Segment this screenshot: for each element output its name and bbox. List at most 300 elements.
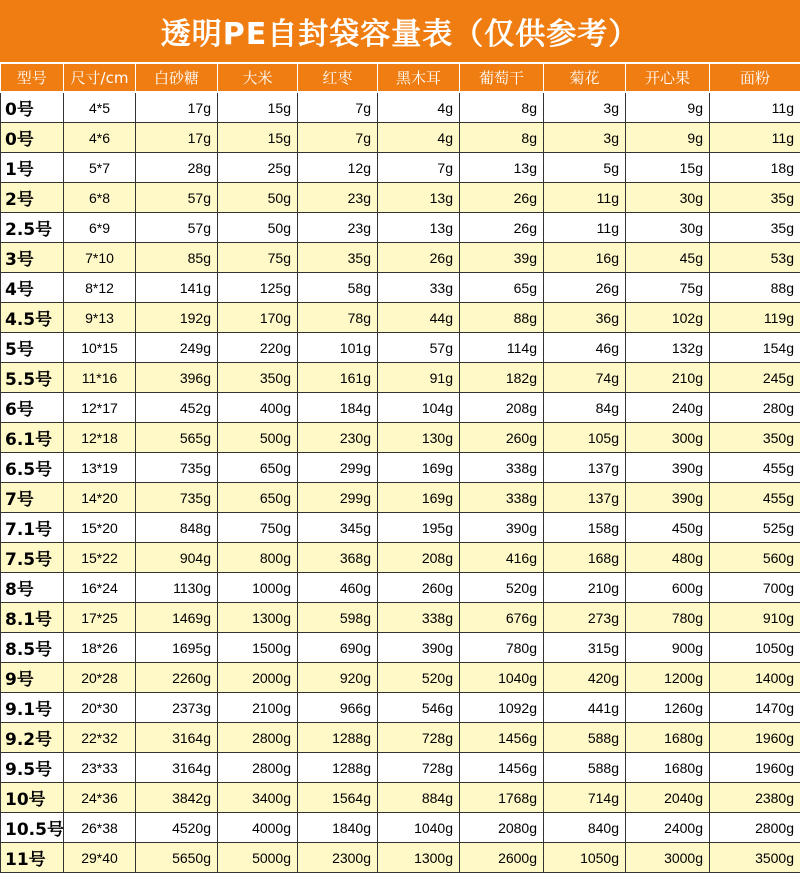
capacity-cell: 114g <box>460 333 544 363</box>
capacity-cell: 1288g <box>298 753 378 783</box>
model-cell: 7号 <box>1 483 64 513</box>
capacity-cell: 700g <box>710 573 800 603</box>
capacity-cell: 1768g <box>460 783 544 813</box>
capacity-cell: 26g <box>378 243 460 273</box>
capacity-cell: 35g <box>710 213 800 243</box>
capacity-cell: 57g <box>136 213 218 243</box>
capacity-cell: 1960g <box>710 723 800 753</box>
model-cell: 6.1号 <box>1 423 64 453</box>
capacity-cell: 650g <box>218 453 298 483</box>
capacity-cell: 416g <box>460 543 544 573</box>
capacity-cell: 18g <box>710 153 800 183</box>
capacity-cell: 169g <box>378 453 460 483</box>
capacity-cell: 210g <box>626 363 710 393</box>
capacity-cell: 15g <box>626 153 710 183</box>
capacity-cell: 565g <box>136 423 218 453</box>
capacity-cell: 57g <box>136 183 218 213</box>
capacity-cell: 1680g <box>626 723 710 753</box>
table-row <box>1 243 800 273</box>
model-cell: 1号 <box>1 153 64 183</box>
capacity-cell: 546g <box>378 693 460 723</box>
model-cell: 2号 <box>1 183 64 213</box>
capacity-cell: 800g <box>218 543 298 573</box>
capacity-cell: 728g <box>378 723 460 753</box>
model-cell: 3号 <box>1 243 64 273</box>
model-cell: 9.5号 <box>1 753 64 783</box>
capacity-cell: 1260g <box>626 693 710 723</box>
capacity-cell: 260g <box>378 573 460 603</box>
size-cell: 10*15 <box>64 333 136 363</box>
table-row <box>1 183 800 213</box>
size-cell: 17*25 <box>64 603 136 633</box>
capacity-cell: 3000g <box>626 843 710 873</box>
table-row <box>1 813 800 843</box>
model-cell: 9.2号 <box>1 723 64 753</box>
capacity-cell: 13g <box>460 153 544 183</box>
capacity-cell: 74g <box>544 363 626 393</box>
capacity-cell: 390g <box>626 453 710 483</box>
capacity-cell: 2000g <box>218 663 298 693</box>
capacity-cell: 390g <box>460 513 544 543</box>
capacity-cell: 1000g <box>218 573 298 603</box>
size-cell: 20*28 <box>64 663 136 693</box>
table-row <box>1 573 800 603</box>
capacity-cell: 137g <box>544 483 626 513</box>
capacity-cell: 650g <box>218 483 298 513</box>
capacity-cell: 15g <box>218 123 298 153</box>
table-row <box>1 213 800 243</box>
capacity-cell: 273g <box>544 603 626 633</box>
model-cell: 0号 <box>1 123 64 153</box>
table-row <box>1 693 800 723</box>
capacity-cell: 1200g <box>626 663 710 693</box>
capacity-cell: 12g <box>298 153 378 183</box>
capacity-cell: 441g <box>544 693 626 723</box>
capacity-cell: 9g <box>626 92 710 123</box>
capacity-cell: 455g <box>710 483 800 513</box>
capacity-cell: 588g <box>544 723 626 753</box>
capacity-cell: 3g <box>544 123 626 153</box>
column-header: 白砂糖 <box>136 64 218 92</box>
capacity-cell: 182g <box>460 363 544 393</box>
capacity-cell: 36g <box>544 303 626 333</box>
capacity-cell: 1300g <box>218 603 298 633</box>
model-cell: 5.5号 <box>1 363 64 393</box>
size-cell: 16*24 <box>64 573 136 603</box>
column-header: 大米 <box>218 64 298 92</box>
capacity-cell: 46g <box>544 333 626 363</box>
model-cell: 9.1号 <box>1 693 64 723</box>
capacity-cell: 91g <box>378 363 460 393</box>
size-cell: 8*12 <box>64 273 136 303</box>
capacity-cell: 2080g <box>460 813 544 843</box>
size-cell: 11*16 <box>64 363 136 393</box>
capacity-cell: 23g <box>298 213 378 243</box>
capacity-cell: 1456g <box>460 723 544 753</box>
table-row <box>1 513 800 543</box>
capacity-cell: 840g <box>544 813 626 843</box>
capacity-cell: 57g <box>378 333 460 363</box>
table-header-row <box>1 64 800 92</box>
capacity-cell: 3g <box>544 92 626 123</box>
capacity-cell: 390g <box>378 633 460 663</box>
capacity-cell: 208g <box>460 393 544 423</box>
model-cell: 8.1号 <box>1 603 64 633</box>
capacity-cell: 8g <box>460 92 544 123</box>
capacity-cell: 30g <box>626 213 710 243</box>
model-cell: 7.1号 <box>1 513 64 543</box>
capacity-cell: 260g <box>460 423 544 453</box>
column-header: 黑木耳 <box>378 64 460 92</box>
page-title: 透明PE自封袋容量表（仅供参考） <box>0 0 800 64</box>
capacity-cell: 26g <box>460 213 544 243</box>
model-cell: 10号 <box>1 783 64 813</box>
capacity-cell: 780g <box>460 633 544 663</box>
capacity-cell: 299g <box>298 483 378 513</box>
capacity-cell: 11g <box>544 183 626 213</box>
capacity-cell: 88g <box>710 273 800 303</box>
capacity-cell: 26g <box>544 273 626 303</box>
capacity-cell: 966g <box>298 693 378 723</box>
capacity-cell: 7g <box>298 92 378 123</box>
capacity-cell: 1040g <box>460 663 544 693</box>
model-cell: 6.5号 <box>1 453 64 483</box>
column-header: 开心果 <box>626 64 710 92</box>
table-row <box>1 663 800 693</box>
capacity-cell: 102g <box>626 303 710 333</box>
table-row <box>1 753 800 783</box>
capacity-cell: 11g <box>710 92 800 123</box>
column-header: 红枣 <box>298 64 378 92</box>
capacity-cell: 560g <box>710 543 800 573</box>
capacity-cell: 1400g <box>710 663 800 693</box>
capacity-cell: 2600g <box>460 843 544 873</box>
model-cell: 7.5号 <box>1 543 64 573</box>
table-row <box>1 543 800 573</box>
capacity-cell: 676g <box>460 603 544 633</box>
size-cell: 4*6 <box>64 123 136 153</box>
capacity-cell: 728g <box>378 753 460 783</box>
size-cell: 7*10 <box>64 243 136 273</box>
model-cell: 4号 <box>1 273 64 303</box>
capacity-cell: 7g <box>378 153 460 183</box>
model-cell: 10.5号 <box>1 813 64 843</box>
table-row <box>1 363 800 393</box>
column-header: 尺寸/cm <box>64 64 136 92</box>
capacity-cell: 240g <box>626 393 710 423</box>
column-header: 葡萄干 <box>460 64 544 92</box>
capacity-cell: 1050g <box>544 843 626 873</box>
capacity-cell: 141g <box>136 273 218 303</box>
capacity-cell: 588g <box>544 753 626 783</box>
capacity-cell: 119g <box>710 303 800 333</box>
model-cell: 8.5号 <box>1 633 64 663</box>
capacity-cell: 1300g <box>378 843 460 873</box>
capacity-cell: 5650g <box>136 843 218 873</box>
capacity-cell: 780g <box>626 603 710 633</box>
capacity-cell: 420g <box>544 663 626 693</box>
capacity-cell: 735g <box>136 483 218 513</box>
capacity-cell: 455g <box>710 453 800 483</box>
capacity-cell: 30g <box>626 183 710 213</box>
capacity-cell: 23g <box>298 183 378 213</box>
capacity-cell: 3164g <box>136 723 218 753</box>
capacity-cell: 39g <box>460 243 544 273</box>
capacity-cell: 168g <box>544 543 626 573</box>
table-row <box>1 333 800 363</box>
capacity-cell: 44g <box>378 303 460 333</box>
capacity-cell: 1130g <box>136 573 218 603</box>
capacity-cell: 58g <box>298 273 378 303</box>
capacity-cell: 525g <box>710 513 800 543</box>
capacity-cell: 28g <box>136 153 218 183</box>
capacity-cell: 137g <box>544 453 626 483</box>
capacity-cell: 249g <box>136 333 218 363</box>
capacity-cell: 4g <box>378 92 460 123</box>
capacity-cell: 13g <box>378 213 460 243</box>
capacity-cell: 245g <box>710 363 800 393</box>
size-cell: 14*20 <box>64 483 136 513</box>
capacity-cell: 75g <box>626 273 710 303</box>
model-cell: 4.5号 <box>1 303 64 333</box>
capacity-cell: 452g <box>136 393 218 423</box>
capacity-cell: 78g <box>298 303 378 333</box>
capacity-cell: 2800g <box>218 723 298 753</box>
capacity-cell: 33g <box>378 273 460 303</box>
capacity-cell: 210g <box>544 573 626 603</box>
capacity-cell: 350g <box>710 423 800 453</box>
size-cell: 5*7 <box>64 153 136 183</box>
capacity-cell: 1469g <box>136 603 218 633</box>
table-row <box>1 153 800 183</box>
capacity-cell: 2380g <box>710 783 800 813</box>
capacity-cell: 2300g <box>298 843 378 873</box>
capacity-cell: 2260g <box>136 663 218 693</box>
model-cell: 0号 <box>1 92 64 123</box>
table-row <box>1 723 800 753</box>
capacity-cell: 154g <box>710 333 800 363</box>
table-row <box>1 273 800 303</box>
capacity-cell: 230g <box>298 423 378 453</box>
capacity-cell: 45g <box>626 243 710 273</box>
capacity-cell: 396g <box>136 363 218 393</box>
capacity-cell: 2100g <box>218 693 298 723</box>
capacity-cell: 3400g <box>218 783 298 813</box>
size-cell: 12*18 <box>64 423 136 453</box>
capacity-cell: 2040g <box>626 783 710 813</box>
capacity-cell: 900g <box>626 633 710 663</box>
capacity-cell: 1456g <box>460 753 544 783</box>
capacity-cell: 1960g <box>710 753 800 783</box>
capacity-cell: 1564g <box>298 783 378 813</box>
capacity-cell: 7g <box>298 123 378 153</box>
size-cell: 9*13 <box>64 303 136 333</box>
capacity-cell: 132g <box>626 333 710 363</box>
table-row <box>1 633 800 663</box>
capacity-cell: 15g <box>218 92 298 123</box>
capacity-cell: 5g <box>544 153 626 183</box>
size-cell: 26*38 <box>64 813 136 843</box>
capacity-table <box>0 64 800 873</box>
table-row <box>1 783 800 813</box>
capacity-cell: 480g <box>626 543 710 573</box>
size-cell: 6*8 <box>64 183 136 213</box>
capacity-cell: 65g <box>460 273 544 303</box>
capacity-cell: 904g <box>136 543 218 573</box>
capacity-cell: 3842g <box>136 783 218 813</box>
capacity-cell: 184g <box>298 393 378 423</box>
capacity-cell: 460g <box>298 573 378 603</box>
table-row <box>1 393 800 423</box>
table-row <box>1 92 800 123</box>
capacity-cell: 8g <box>460 123 544 153</box>
capacity-cell: 3500g <box>710 843 800 873</box>
capacity-cell: 450g <box>626 513 710 543</box>
capacity-cell: 1840g <box>298 813 378 843</box>
capacity-cell: 53g <box>710 243 800 273</box>
capacity-cell: 130g <box>378 423 460 453</box>
capacity-cell: 4000g <box>218 813 298 843</box>
capacity-cell: 735g <box>136 453 218 483</box>
capacity-cell: 105g <box>544 423 626 453</box>
capacity-cell: 400g <box>218 393 298 423</box>
capacity-cell: 598g <box>298 603 378 633</box>
capacity-cell: 101g <box>298 333 378 363</box>
size-cell: 4*5 <box>64 92 136 123</box>
table-row <box>1 603 800 633</box>
capacity-cell: 17g <box>136 123 218 153</box>
capacity-cell: 16g <box>544 243 626 273</box>
table-row <box>1 123 800 153</box>
capacity-cell: 750g <box>218 513 298 543</box>
capacity-cell: 338g <box>460 483 544 513</box>
capacity-cell: 299g <box>298 453 378 483</box>
capacity-cell: 2800g <box>710 813 800 843</box>
capacity-cell: 50g <box>218 213 298 243</box>
capacity-cell: 2400g <box>626 813 710 843</box>
column-header: 菊花 <box>544 64 626 92</box>
model-cell: 9号 <box>1 663 64 693</box>
size-cell: 29*40 <box>64 843 136 873</box>
capacity-cell: 350g <box>218 363 298 393</box>
capacity-cell: 4g <box>378 123 460 153</box>
capacity-cell: 208g <box>378 543 460 573</box>
capacity-cell: 13g <box>378 183 460 213</box>
table-body <box>1 92 800 873</box>
capacity-cell: 1470g <box>710 693 800 723</box>
table-row <box>1 483 800 513</box>
capacity-cell: 104g <box>378 393 460 423</box>
capacity-cell: 26g <box>460 183 544 213</box>
capacity-cell: 220g <box>218 333 298 363</box>
capacity-cell: 169g <box>378 483 460 513</box>
capacity-cell: 17g <box>136 92 218 123</box>
capacity-cell: 390g <box>626 483 710 513</box>
table-row <box>1 303 800 333</box>
size-cell: 15*22 <box>64 543 136 573</box>
capacity-cell: 85g <box>136 243 218 273</box>
capacity-cell: 600g <box>626 573 710 603</box>
table-row <box>1 843 800 873</box>
capacity-cell: 1040g <box>378 813 460 843</box>
capacity-cell: 11g <box>710 123 800 153</box>
model-cell: 11号 <box>1 843 64 873</box>
capacity-cell: 280g <box>710 393 800 423</box>
capacity-cell: 500g <box>218 423 298 453</box>
table-row <box>1 423 800 453</box>
size-cell: 23*33 <box>64 753 136 783</box>
capacity-cell: 5000g <box>218 843 298 873</box>
column-header: 面粉 <box>710 64 800 92</box>
capacity-cell: 520g <box>378 663 460 693</box>
capacity-cell: 192g <box>136 303 218 333</box>
size-cell: 24*36 <box>64 783 136 813</box>
capacity-cell: 520g <box>460 573 544 603</box>
capacity-cell: 910g <box>710 603 800 633</box>
model-cell: 2.5号 <box>1 213 64 243</box>
capacity-cell: 75g <box>218 243 298 273</box>
capacity-cell: 1050g <box>710 633 800 663</box>
model-cell: 8号 <box>1 573 64 603</box>
capacity-cell: 1500g <box>218 633 298 663</box>
capacity-cell: 714g <box>544 783 626 813</box>
size-cell: 6*9 <box>64 213 136 243</box>
capacity-cell: 9g <box>626 123 710 153</box>
size-cell: 22*32 <box>64 723 136 753</box>
capacity-cell: 1680g <box>626 753 710 783</box>
model-cell: 6号 <box>1 393 64 423</box>
capacity-cell: 1695g <box>136 633 218 663</box>
capacity-cell: 690g <box>298 633 378 663</box>
capacity-cell: 1092g <box>460 693 544 723</box>
capacity-cell: 920g <box>298 663 378 693</box>
size-cell: 20*30 <box>64 693 136 723</box>
capacity-cell: 368g <box>298 543 378 573</box>
capacity-cell: 84g <box>544 393 626 423</box>
capacity-cell: 161g <box>298 363 378 393</box>
capacity-cell: 338g <box>460 453 544 483</box>
capacity-cell: 35g <box>710 183 800 213</box>
size-cell: 13*19 <box>64 453 136 483</box>
capacity-cell: 315g <box>544 633 626 663</box>
capacity-cell: 1288g <box>298 723 378 753</box>
capacity-cell: 4520g <box>136 813 218 843</box>
model-cell: 5号 <box>1 333 64 363</box>
capacity-cell: 170g <box>218 303 298 333</box>
capacity-cell: 35g <box>298 243 378 273</box>
capacity-cell: 158g <box>544 513 626 543</box>
capacity-cell: 88g <box>460 303 544 333</box>
capacity-cell: 11g <box>544 213 626 243</box>
capacity-cell: 345g <box>298 513 378 543</box>
table-row <box>1 453 800 483</box>
size-cell: 15*20 <box>64 513 136 543</box>
capacity-cell: 125g <box>218 273 298 303</box>
capacity-cell: 884g <box>378 783 460 813</box>
column-header: 型号 <box>1 64 64 92</box>
capacity-cell: 50g <box>218 183 298 213</box>
capacity-cell: 848g <box>136 513 218 543</box>
capacity-cell: 25g <box>218 153 298 183</box>
size-cell: 12*17 <box>64 393 136 423</box>
size-cell: 18*26 <box>64 633 136 663</box>
capacity-cell: 2800g <box>218 753 298 783</box>
capacity-cell: 338g <box>378 603 460 633</box>
capacity-cell: 195g <box>378 513 460 543</box>
capacity-cell: 2373g <box>136 693 218 723</box>
capacity-cell: 3164g <box>136 753 218 783</box>
capacity-cell: 300g <box>626 423 710 453</box>
